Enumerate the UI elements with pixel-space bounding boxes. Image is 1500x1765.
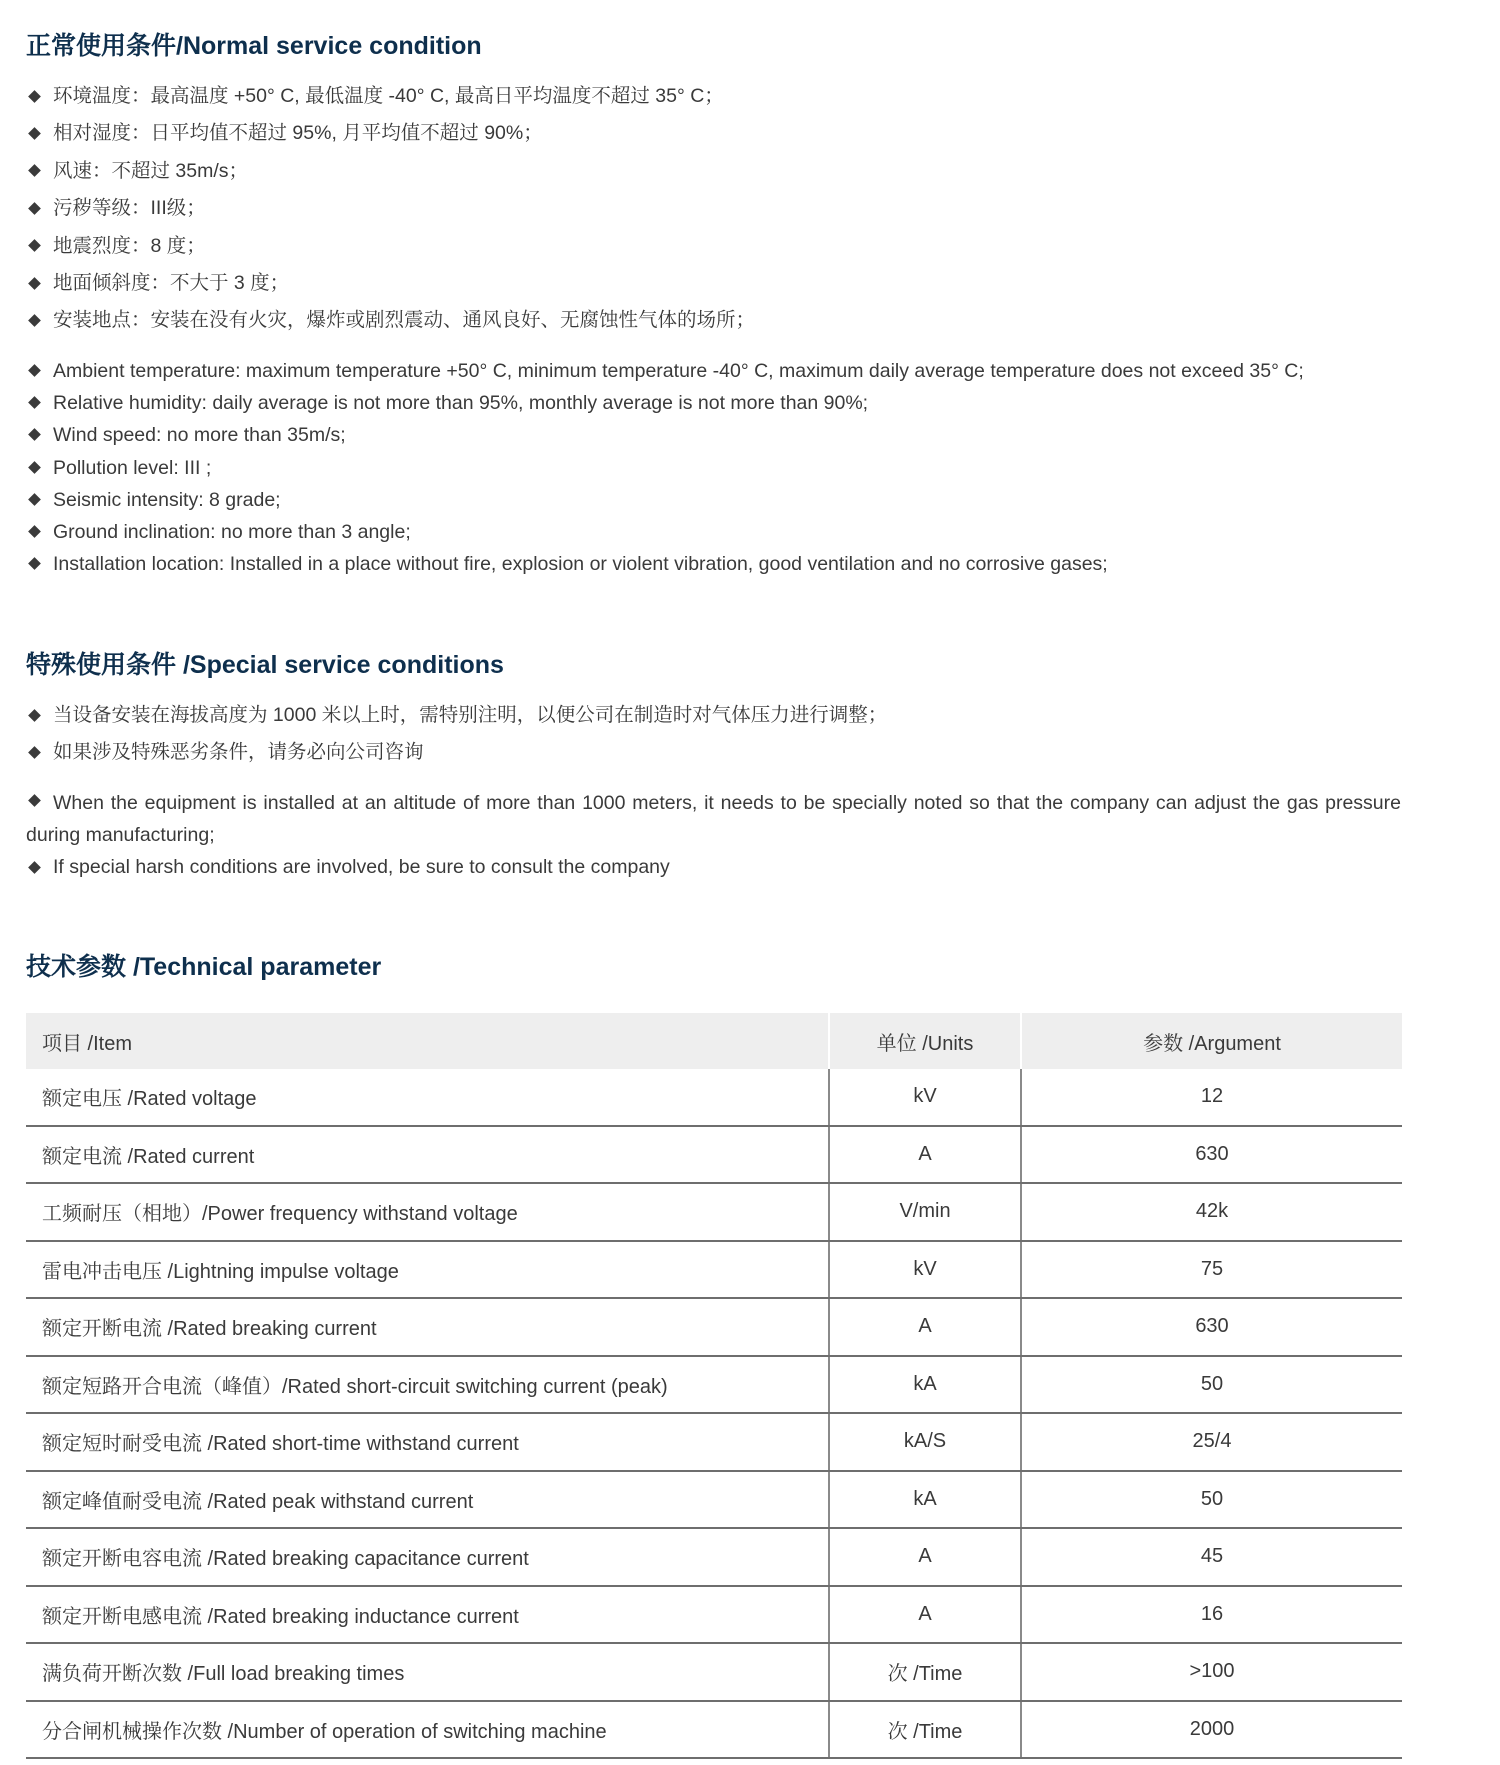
diamond-bullet-icon	[28, 461, 41, 474]
diamond-bullet-icon	[28, 127, 41, 140]
table-row: 额定开断电流 /Rated breaking current A 630	[26, 1298, 1402, 1356]
table-row: 工频耐压（相地）/Power frequency withstand voltage V/min 42k	[26, 1183, 1402, 1241]
special-condition-en-list	[26, 787, 1401, 884]
list-item: 安装地点：安装在没有火灾，爆炸或剧烈震动、通风良好、无腐蚀性气体的场所；	[26, 302, 1401, 339]
table-row: 额定短路开合电流（峰值）/Rated short-circuit switching current (peak) kA 50	[26, 1356, 1402, 1414]
list-item: 污秽等级：III级；	[26, 190, 1401, 227]
list-item: 相对湿度：日平均值不超过 95%, 月平均值不超过 90%；	[26, 115, 1401, 152]
diamond-bullet-icon	[28, 861, 41, 874]
column-header-argument: 参数 /Argument	[1021, 1013, 1402, 1069]
table-row: 额定峰值耐受电流 /Rated peak withstand current kA 50	[26, 1471, 1402, 1529]
diamond-bullet-icon	[28, 364, 41, 377]
list-item: 当设备安装在海拔高度为 1000 米以上时，需特别注明，以便公司在制造时对气体压力进行调整；	[26, 697, 1401, 734]
special-condition-title: 特殊使用条件 /Special service conditions	[26, 651, 504, 679]
list-item: Ambient temperature: maximum temperature +50° C, minimum temperature -40° C, maximum daily average temperature does not exceed 35° C;	[26, 355, 1401, 387]
list-item: Pollution level: III ;	[26, 452, 1401, 484]
diamond-bullet-icon	[28, 314, 41, 327]
diamond-bullet-icon	[28, 239, 41, 252]
normal-condition-title: 正常使用条件/Normal service condition	[26, 32, 482, 60]
table-header-row	[26, 1013, 1402, 1069]
table-row: 分合闸机械操作次数 /Number of operation of switching machine 次 /Time 2000	[26, 1701, 1402, 1759]
normal-condition-cn-list	[26, 78, 1401, 340]
table-row: 雷电冲击电压 /Lightning impulse voltage kV 75	[26, 1241, 1402, 1299]
diamond-bullet-icon	[28, 202, 41, 215]
diamond-bullet-icon	[28, 493, 41, 506]
list-item: If special harsh conditions are involved, be sure to consult the company	[26, 851, 1401, 883]
diamond-bullet-icon	[28, 794, 41, 807]
list-item: 地震烈度：8 度；	[26, 228, 1401, 265]
column-header-units: 单位 /Units	[829, 1013, 1021, 1069]
column-header-item: 项目 /Item	[26, 1013, 829, 1069]
list-item: 环境温度：最高温度 +50° C, 最低温度 -40° C, 最高日平均温度不超过 35° C；	[26, 78, 1401, 115]
special-condition-cn-list	[26, 697, 1401, 772]
diamond-bullet-icon	[28, 557, 41, 570]
table-row: 额定电流 /Rated current A 630	[26, 1126, 1402, 1184]
list-item: Relative humidity: daily average is not more than 95%, monthly average is not more than 90%;	[26, 387, 1401, 419]
technical-parameter-title: 技术参数 /Technical parameter	[26, 953, 382, 981]
diamond-bullet-icon	[28, 90, 41, 103]
table-row: 额定电压 /Rated voltage kV 12	[26, 1069, 1402, 1126]
table-row: 额定开断电容电流 /Rated breaking capacitance current A 45	[26, 1528, 1402, 1586]
diamond-bullet-icon	[28, 709, 41, 722]
diamond-bullet-icon	[28, 525, 41, 538]
list-item: Ground inclination: no more than 3 angle;	[26, 516, 1401, 548]
technical-parameter-table	[26, 1013, 1402, 1759]
list-item: Seismic intensity: 8 grade;	[26, 484, 1401, 516]
table-row: 满负荷开断次数 /Full load breaking times 次 /Time >100	[26, 1643, 1402, 1701]
list-item: When the equipment is installed at an altitude of more than 1000 meters, it needs to be specially noted so that the company can adjust the gas pressure during manufacturing;	[26, 792, 1401, 847]
normal-condition-en-list	[26, 355, 1401, 580]
list-item: 风速：不超过 35m/s；	[26, 153, 1401, 190]
list-item: 如果涉及特殊恶劣条件，请务必向公司咨询	[26, 734, 1401, 771]
diamond-bullet-icon	[28, 746, 41, 759]
table-row: 额定短时耐受电流 /Rated short-time withstand current kA/S 25/4	[26, 1413, 1402, 1471]
diamond-bullet-icon	[28, 165, 41, 178]
diamond-bullet-icon	[28, 396, 41, 409]
diamond-bullet-icon	[28, 277, 41, 290]
table-row: 额定开断电感电流 /Rated breaking inductance current A 16	[26, 1586, 1402, 1644]
diamond-bullet-icon	[28, 429, 41, 442]
list-item: 地面倾斜度：不大于 3 度；	[26, 265, 1401, 302]
list-item: Installation location: Installed in a place without fire, explosion or violent vibration, good ventilation and no corrosive gases;	[26, 548, 1401, 580]
list-item: Wind speed: no more than 35m/s;	[26, 419, 1401, 451]
